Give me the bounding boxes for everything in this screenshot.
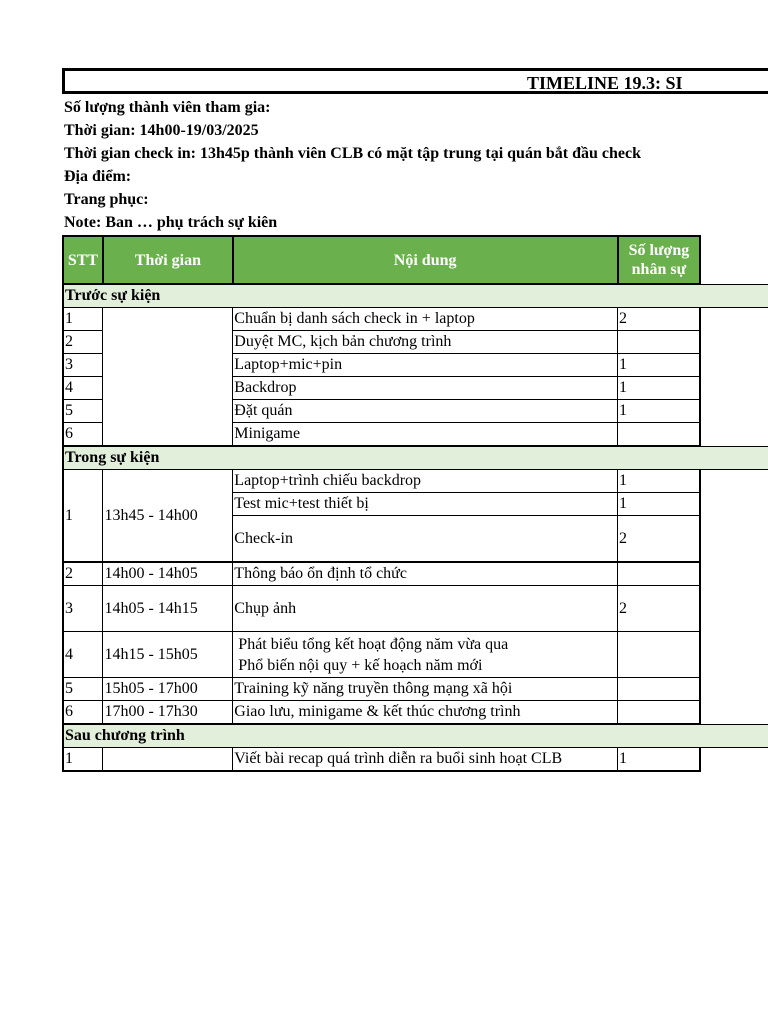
cell-time[interactable] <box>103 748 233 772</box>
cell-stt[interactable]: 1 <box>63 470 103 563</box>
cell-content[interactable]: Minigame <box>233 423 618 447</box>
cell-stt[interactable]: 3 <box>63 354 103 377</box>
cell-qty[interactable] <box>618 562 701 586</box>
cell-content[interactable]: Chụp ảnh <box>233 586 618 632</box>
cell-qty[interactable]: 1 <box>618 493 701 516</box>
cell-time[interactable]: 13h45 - 14h00 <box>103 470 233 563</box>
cell-time[interactable]: 17h00 - 17h30 <box>103 701 233 725</box>
cell-time[interactable] <box>103 308 233 447</box>
table-row <box>63 678 768 701</box>
cell-time[interactable]: 15h05 - 17h00 <box>103 678 233 701</box>
cell-stt[interactable]: 6 <box>63 423 103 447</box>
cell-qty[interactable]: 1 <box>618 748 701 772</box>
table-row <box>63 562 768 586</box>
cell-stt[interactable]: 1 <box>63 308 103 331</box>
section-during-label[interactable]: Trong sự kiện <box>63 446 768 470</box>
cell-stt[interactable]: 4 <box>63 377 103 400</box>
cell-qty[interactable] <box>618 423 701 447</box>
cell-time[interactable]: 14h05 - 14h15 <box>103 586 233 632</box>
cell-qty[interactable]: 2 <box>618 586 701 632</box>
cell-stt[interactable]: 2 <box>63 562 103 586</box>
info-time[interactable]: Thời gian: 14h00-19/03/2025 <box>64 122 259 139</box>
cell-content[interactable]: Thông báo ổn định tổ chức <box>233 562 618 586</box>
cell-time[interactable]: 14h00 - 14h05 <box>103 562 233 586</box>
title-cell[interactable] <box>62 68 768 94</box>
timeline-table <box>62 235 768 772</box>
cell-content[interactable]: Viết bài recap quá trình diễn ra buổi sinh hoạt CLB <box>233 748 618 772</box>
content-line-1: Phát biểu tổng kết hoạt động năm vừa qua <box>234 635 509 653</box>
cell-qty[interactable] <box>618 331 701 354</box>
section-before-label[interactable]: Trước sự kiện <box>63 284 768 308</box>
cell-content[interactable] <box>233 632 618 678</box>
table-row <box>63 308 768 331</box>
page-title: TIMELINE 19.3: SI <box>527 73 683 93</box>
cell-stt[interactable]: 6 <box>63 701 103 725</box>
header-time[interactable]: Thời gian <box>103 236 233 284</box>
cell-content[interactable]: Backdrop <box>233 377 618 400</box>
cell-stt[interactable]: 4 <box>63 632 103 678</box>
section-row-before <box>63 284 768 308</box>
cell-time[interactable]: 14h15 - 15h05 <box>103 632 233 678</box>
cell-content[interactable]: Training kỹ năng truyền thông mạng xã hội <box>233 678 618 701</box>
cell-content[interactable]: Test mic+test thiết bị <box>233 493 618 516</box>
cell-qty[interactable]: 2 <box>618 308 701 331</box>
header-stt[interactable]: STT <box>63 236 103 284</box>
table-row <box>63 748 768 772</box>
table-row <box>63 701 768 725</box>
cell-stt[interactable]: 2 <box>63 331 103 354</box>
cell-qty[interactable]: 1 <box>618 400 701 423</box>
info-participants[interactable]: Số lượng thành viên tham gia: <box>64 99 271 116</box>
info-dress-code[interactable]: Trang phục: <box>64 191 149 208</box>
cell-content[interactable]: Laptop+trình chiếu backdrop <box>233 470 618 493</box>
cell-content[interactable]: Laptop+mic+pin <box>233 354 618 377</box>
table-header-row <box>63 236 768 284</box>
cell-content[interactable]: Chuẩn bị danh sách check in + laptop <box>233 308 618 331</box>
cell-stt[interactable]: 1 <box>63 748 103 772</box>
cell-qty[interactable]: 2 <box>618 516 701 563</box>
cell-content[interactable]: Đặt quán <box>233 400 618 423</box>
info-note[interactable]: Note: Ban … phụ trách sự kiên <box>64 214 278 231</box>
section-after-label[interactable]: Sau chương trình <box>63 724 768 748</box>
table-row <box>63 470 768 493</box>
cell-content[interactable]: Duyệt MC, kịch bản chương trình <box>233 331 618 354</box>
cell-content[interactable]: Giao lưu, minigame & kết thúc chương trình <box>233 701 618 725</box>
header-content[interactable]: Nội dung <box>233 236 618 284</box>
table-row <box>63 586 768 632</box>
cell-content[interactable]: Check-in <box>233 516 618 563</box>
cell-qty[interactable]: 1 <box>618 354 701 377</box>
cell-qty[interactable] <box>618 632 701 678</box>
cell-stt[interactable]: 5 <box>63 678 103 701</box>
section-row-during <box>63 446 768 470</box>
header-staff-count[interactable]: Số lượng nhân sự <box>618 236 701 284</box>
section-row-after <box>63 724 768 748</box>
cell-qty[interactable] <box>618 678 701 701</box>
cell-qty[interactable] <box>618 701 701 725</box>
content-line-2: Phổ biến nội quy + kế hoạch năm mới <box>234 656 483 674</box>
info-location[interactable]: Địa điểm: <box>64 168 132 185</box>
info-checkin[interactable]: Thời gian check in: 13h45p thành viên CLB có mặt tập trung tại quán bắt đầu check <box>64 145 641 162</box>
cell-qty[interactable]: 1 <box>618 470 701 493</box>
table-row <box>63 632 768 678</box>
cell-qty[interactable]: 1 <box>618 377 701 400</box>
cell-stt[interactable]: 3 <box>63 586 103 632</box>
cell-stt[interactable]: 5 <box>63 400 103 423</box>
